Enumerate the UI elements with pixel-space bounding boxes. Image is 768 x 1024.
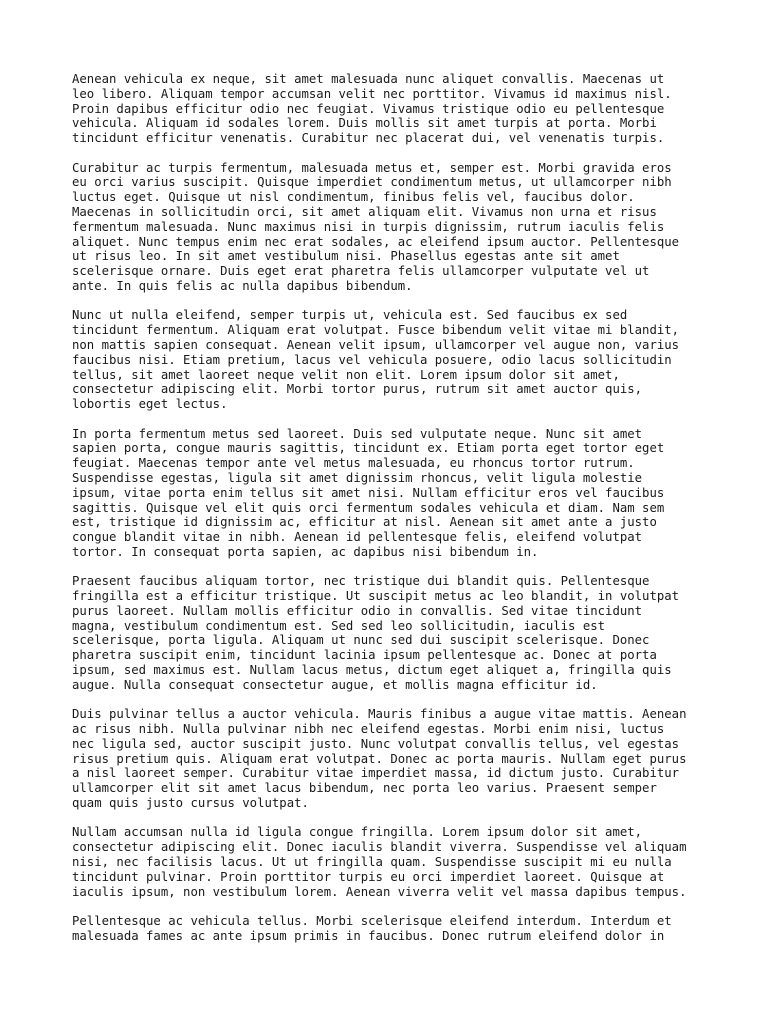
paragraph-2: Curabitur ac turpis fermentum, malesuada metus et, semper est. Morbi gravida eros eu orci varius suscipit. Quisque imperdiet condimentum metus, ut ullamcorper nibh luctus eget. Quisque ut nisl condimentum, finibus felis vel, faucibus dolor. Maecenas in sollicitudin orci, sit amet aliquam elit. Vivamus non urna et risus fermentum malesuada. Nunc maximus nisi in turpis dignissim, rutrum iaculis felis aliquet. Nunc tempus enim nec erat sodales, ac eleifend ipsum auctor. Pellentesque ut risus leo. In sit amet vestibulum nisi. Phasellus egestas ante sit amet scelerisque ornare. Duis eget erat pharetra felis ullamcorper vulputate vel ut ante. In quis felis ac nulla dapibus bibendum. <box>72 160 680 293</box>
document-page <box>72 72 702 958</box>
paragraph-8: Pellentesque ac vehicula tellus. Morbi scelerisque eleifend interdum. Interdum et malesuada fames ac ante ipsum primis in faucibus. Donec rutrum eleifend dolor in <box>72 914 672 943</box>
paragraph-5: Praesent faucibus aliquam tortor, nec tristique dui blandit quis. Pellentesque fringilla est a efficitur tristique. Ut suscipit metus ac leo blandit, in volutpat purus laoreet. Nullam mollis efficitur odio in convallis. Sed vitae tincidunt magna, vestibulum condimentum est. Sed sed leo sollicitudin, iaculis est scelerisque, porta ligula. Aliquam ut nunc sed dui suscipit scelerisque. Donec pharetra suscipit enim, tincidunt lacinia ipsum pellentesque ac. Donec at porta ipsum, sed maximus est. Nullam lacus metus, dictum eget aliquet a, fringilla quis augue. Nulla consequat consectetur augue, et mollis magna efficitur id. <box>72 574 680 692</box>
paragraph-6: Duis pulvinar tellus a auctor vehicula. Mauris finibus a augue vitae mattis. Aenean ac risus nibh. Nulla pulvinar nibh nec eleifend egestas. Morbi enim nisi, luctus nec ligula sed, auctor suscipit justo. Nunc volutpat convallis tellus, vel egestas risus pretium quis. Aliquam erat volutpat. Donec ac porta mauris. Nullam eget purus a nisl laoreet semper. Curabitur vitae imperdiet massa, id dictum justo. Curabitur ullamcorper elit sit amet lacus bibendum, nec porta leo varius. Praesent semper quam quis justo cursus volutpat. <box>72 707 687 811</box>
paragraph-3: Nunc ut nulla eleifend, semper turpis ut, vehicula est. Sed faucibus ex sed tincidunt fermentum. Aliquam erat volutpat. Fusce bibendum velit vitae mi blandit, non mattis sapien consequat. Aenean velit ipsum, ullamcorper vel augue non, varius faucibus nisi. Etiam pretium, lacus vel vehicula posuere, odio lacus sollicitudin tellus, sit amet laoreet neque velit non elit. Lorem ipsum dolor sit amet, consectetur adipiscing elit. Morbi tortor purus, rutrum sit amet auctor quis, lobortis eget lectus. <box>72 308 680 412</box>
paragraph-7: Nullam accumsan nulla id ligula congue fringilla. Lorem ipsum dolor sit amet, consectetur adipiscing elit. Donec iaculis blandit viverra. Suspendisse vel aliquam nisi, nec facilisis lacus. Ut ut fringilla quam. Suspendisse suscipit mi eu nulla tincidunt pulvinar. Proin porttitor turpis eu orci imperdiet laoreet. Quisque at iaculis ipsum, non vestibulum lorem. Aenean viverra velit vel massa dapibus tempus. <box>72 825 687 899</box>
paragraph-4: In porta fermentum metus sed laoreet. Duis sed vulputate neque. Nunc sit amet sapien porta, congue mauris sagittis, tincidunt ex. Etiam porta eget tortor eget feugiat. Maecenas tempor ante vel metus malesuada, eu rhoncus tortor rutrum. Suspendisse egestas, ligula sit amet dignissim rhoncus, velit ligula molestie ipsum, vitae porta enim tellus sit amet nisi. Nullam efficitur eros vel faucibus sagittis. Quisque vel elit quis orci fermentum sodales vehicula et diam. Nam sem est, tristique id dignissim ac, efficitur at nisl. Aenean sit amet ante a justo congue blandit vitae in nibh. Aenean id pellentesque felis, eleifend volutpat tortor. In consequat porta sapien, ac dapibus nisi bibendum in. <box>72 426 665 559</box>
paragraph-1: Aenean vehicula ex neque, sit amet malesuada nunc aliquet convallis. Maecenas ut leo libero. Aliquam tempor accumsan velit nec porttitor. Vivamus id maximus nisl. Proin dapibus efficitur odio nec feugiat. Vivamus tristique odio eu pellentesque vehicula. Aliquam id sodales lorem. Duis mollis sit amet turpis at porta. Morbi tincidunt efficitur venenatis. Curabitur nec placerat dui, vel venenatis turpis. <box>72 72 672 146</box>
